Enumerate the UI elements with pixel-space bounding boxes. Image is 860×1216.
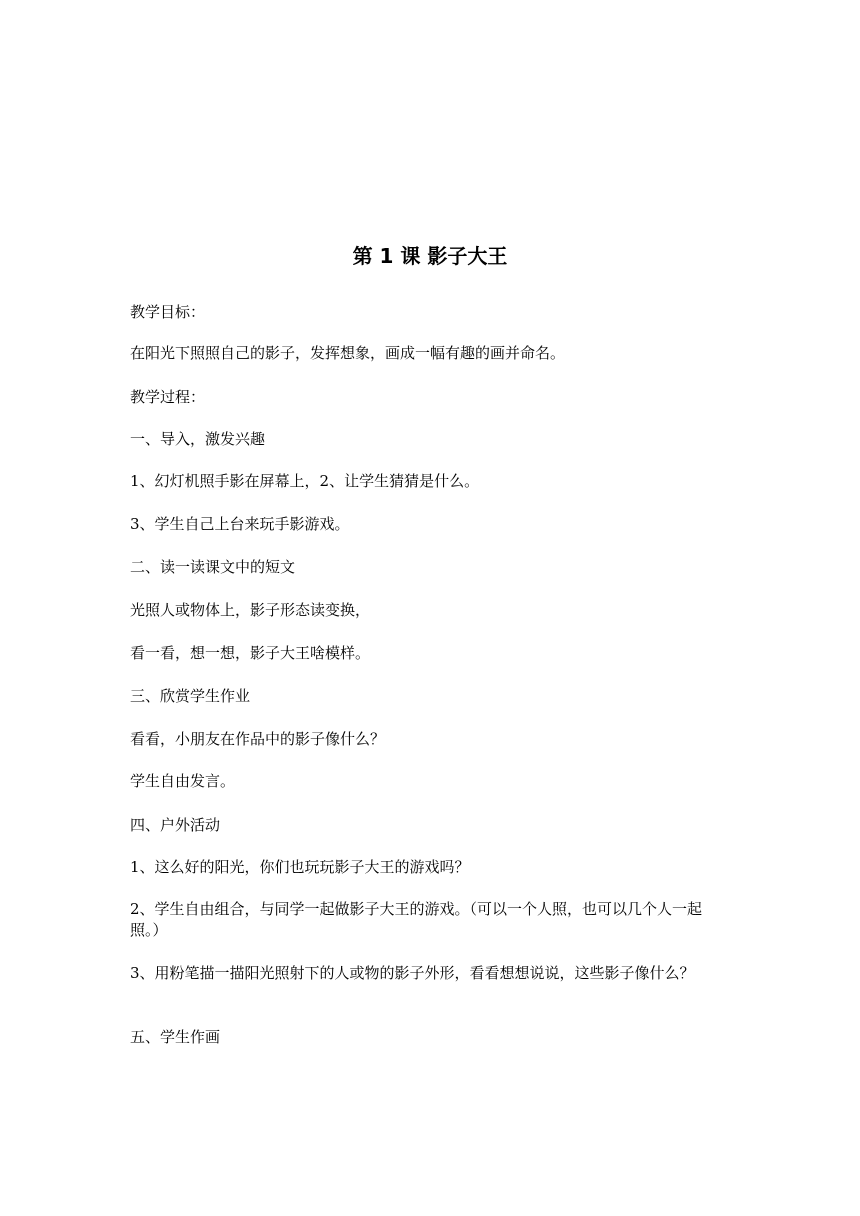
paragraph-item: 看一看，想一想，影子大王啥模样。	[130, 644, 371, 662]
paragraph-item: 1、幻灯机照手影在屏幕上，2、让学生猜猜是什么。	[130, 472, 480, 490]
paragraph-item: 3、学生自己上台来玩手影游戏。	[130, 515, 350, 533]
page-title: 第 1 课 影子大王	[352, 244, 508, 268]
paragraph-teaching-goals: 在阳光下照照自己的影子，发挥想象，画成一幅有趣的画并命名。	[130, 344, 566, 362]
section-heading-2: 二、读一读课文中的短文	[130, 558, 296, 576]
paragraph-item: 看看，小朋友在作品中的影子像什么？	[130, 730, 386, 748]
paragraph-teaching-process-heading: 教学过程：	[130, 388, 206, 406]
paragraph-item: 3、用粉笔描一描阳光照射下的人或物的影子外形，看看想想说说，这些影子像什么？	[130, 964, 695, 982]
section-heading-3: 三、欣赏学生作业	[130, 687, 251, 705]
section-heading-1: 一、导入，激发兴趣	[130, 430, 266, 448]
section-heading-5: 五、学生作画	[130, 1028, 221, 1046]
section-heading-4: 四、户外活动	[130, 816, 221, 834]
paragraph-teaching-goals-heading: 教学目标：	[130, 303, 206, 321]
paragraph-item: 1、这么好的阳光，你们也玩玩影子大王的游戏吗？	[130, 858, 470, 876]
paragraph-item: 光照人或物体上，影子形态读变换，	[130, 601, 371, 619]
paragraph-item: 2、学生自由组合，与同学一起做影子大王的游戏。（可以一个人照，也可以几个人一起照。）	[130, 900, 703, 939]
paragraph-item: 学生自由发言。	[130, 772, 236, 790]
